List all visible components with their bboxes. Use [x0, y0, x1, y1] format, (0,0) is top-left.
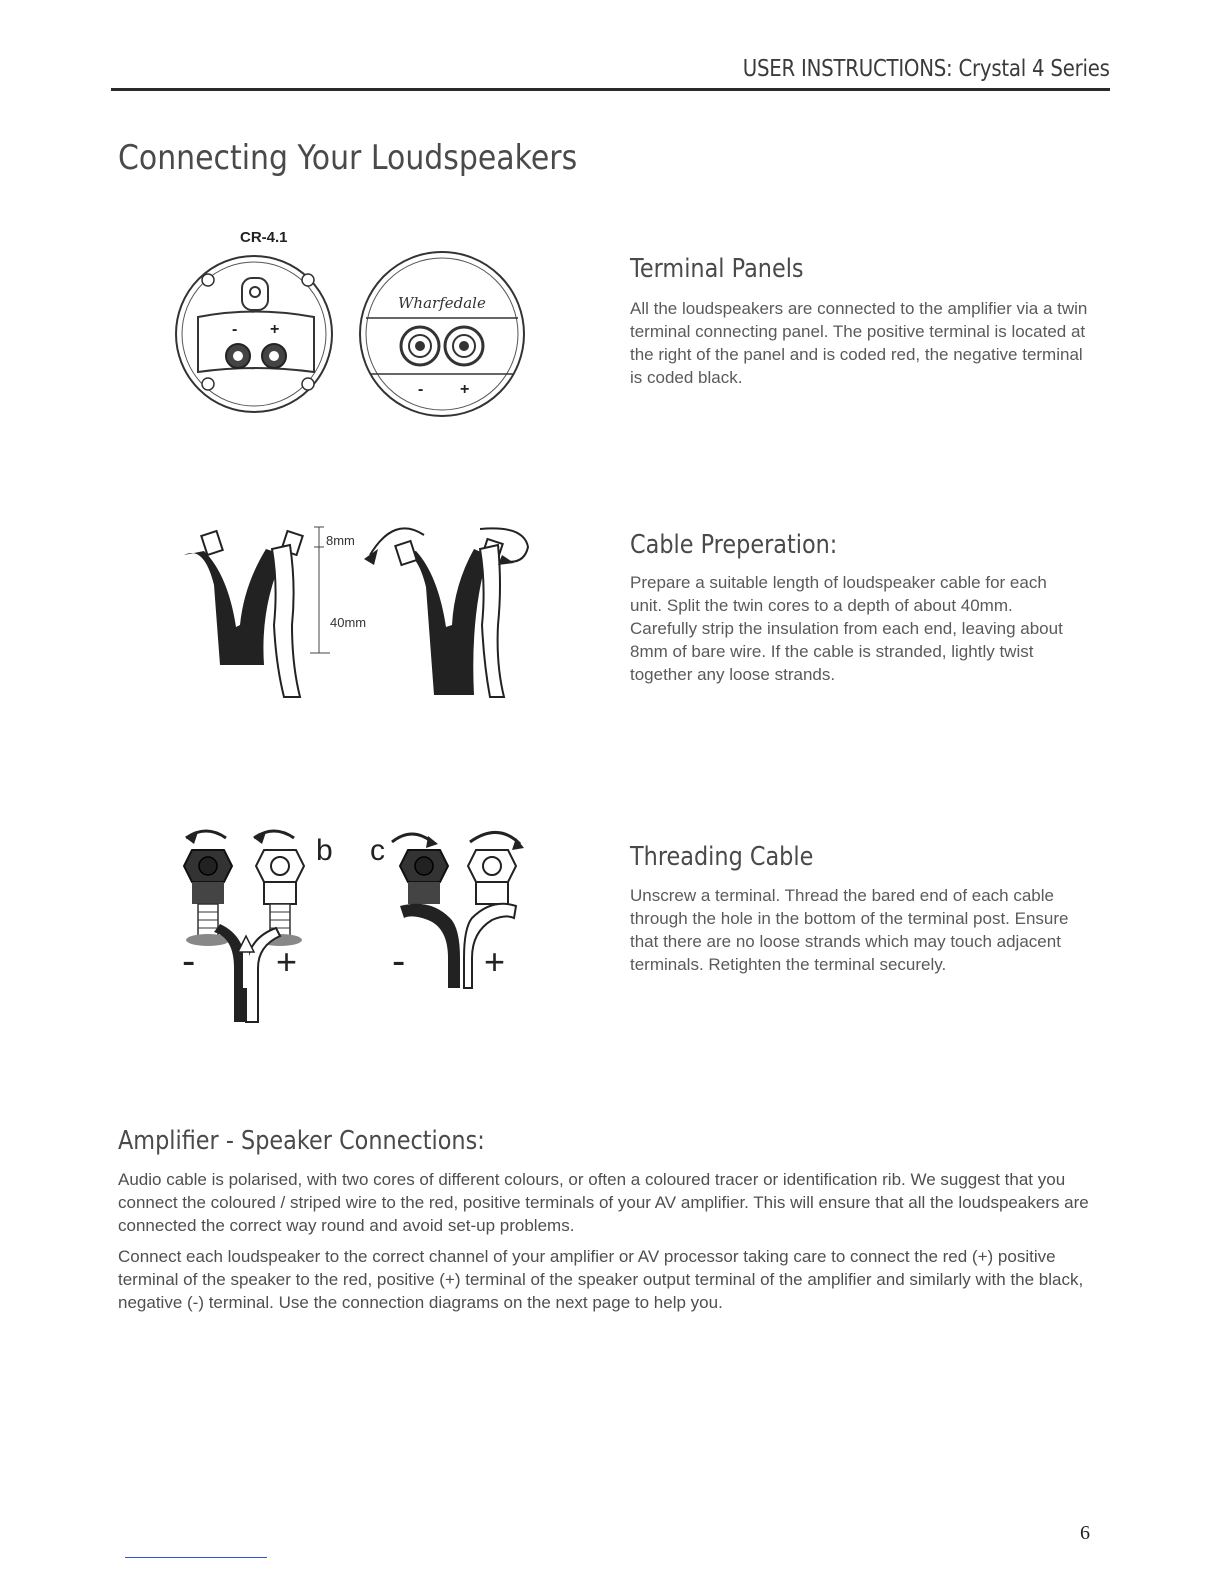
svg-text:b: b	[316, 834, 333, 867]
threading-step-b	[182, 831, 333, 1022]
amplifier-paragraph-2: Connect each loudspeaker to the correct channel of your amplifier or AV processor taking care to connect the red (+) positive terminal of the speaker to the red, positive (+) terminal of the speaker output terminal of the amplifier and similarly with the black, negative (-) terminal. Use the connection diagrams on the next page to help you.	[118, 1247, 1084, 1312]
header-rule	[111, 88, 1110, 91]
cable-preparation-heading: Cable Preperation:	[630, 530, 838, 560]
panel-model-label: CR-4.1	[240, 229, 288, 246]
brand-logo: Wharfedale	[398, 294, 486, 312]
svg-text:c: c	[370, 834, 385, 867]
threading-cable-illustration	[180, 828, 540, 1028]
svg-text:40mm: 40mm	[330, 615, 367, 630]
footer-link-underline	[125, 1557, 267, 1558]
svg-text:-: -	[418, 381, 424, 398]
cable-preparation-body: Prepare a suitable length of loudspeaker cable for each unit. Split the twin cores to a depth of about 40mm. Carefully strip the insulation from each end, leaving about 8mm of bare wire. If the cable is stranded, lightly twist together any loose strands.	[630, 573, 1063, 684]
cr41-terminal-plate	[176, 256, 332, 412]
svg-text:-: -	[392, 939, 406, 983]
amplifier-paragraph-1: Audio cable is polarised, with two cores of different colours, or often a coloured tracer or identification rib. We suggest that you connect the coloured / striped wire to the red, positive terminals of your AV amplifier. This will ensure that all the loudspeakers are connected the correct way round and avoid set-up problems.	[118, 1170, 1089, 1235]
threading-cable-heading: Threading Cable	[630, 842, 814, 872]
svg-text:-: -	[182, 939, 196, 983]
wharfedale-terminal-plate	[360, 252, 524, 416]
cable-split-right	[364, 528, 528, 697]
svg-text:+: +	[270, 321, 280, 338]
terminal-panels-body: All the loudspeakers are connected to the amplifier via a twin terminal connecting panel. The positive terminal is located at the right of the panel and is coded red, the negative terminal is coded black.	[630, 299, 1088, 387]
terminal-panels-illustration	[170, 222, 550, 432]
header-title: USER INSTRUCTIONS: Crystal 4 Series	[743, 56, 1110, 82]
svg-text:8mm: 8mm	[326, 533, 355, 548]
svg-text:+: +	[460, 381, 470, 398]
cable-preparation-illustration	[184, 515, 544, 705]
svg-text:+: +	[276, 941, 298, 982]
page-number: 6	[1080, 1522, 1090, 1544]
amplifier-heading: Amplifier - Speaker Connections:	[118, 1126, 485, 1156]
svg-text:-: -	[232, 321, 238, 338]
page-title: Connecting Your Loudspeakers	[118, 138, 578, 178]
threading-step-c	[370, 832, 524, 988]
terminal-panels-heading: Terminal Panels	[630, 254, 804, 284]
svg-text:+: +	[484, 941, 506, 982]
cable-split-left	[184, 531, 303, 697]
threading-cable-body: Unscrew a terminal. Thread the bared end of each cable through the hole in the bottom of the terminal post. Ensure that there are no loose strands which may touch adjacent terminals. Retighten the terminal securely.	[630, 886, 1069, 974]
cable-dimension-markers	[310, 527, 366, 653]
